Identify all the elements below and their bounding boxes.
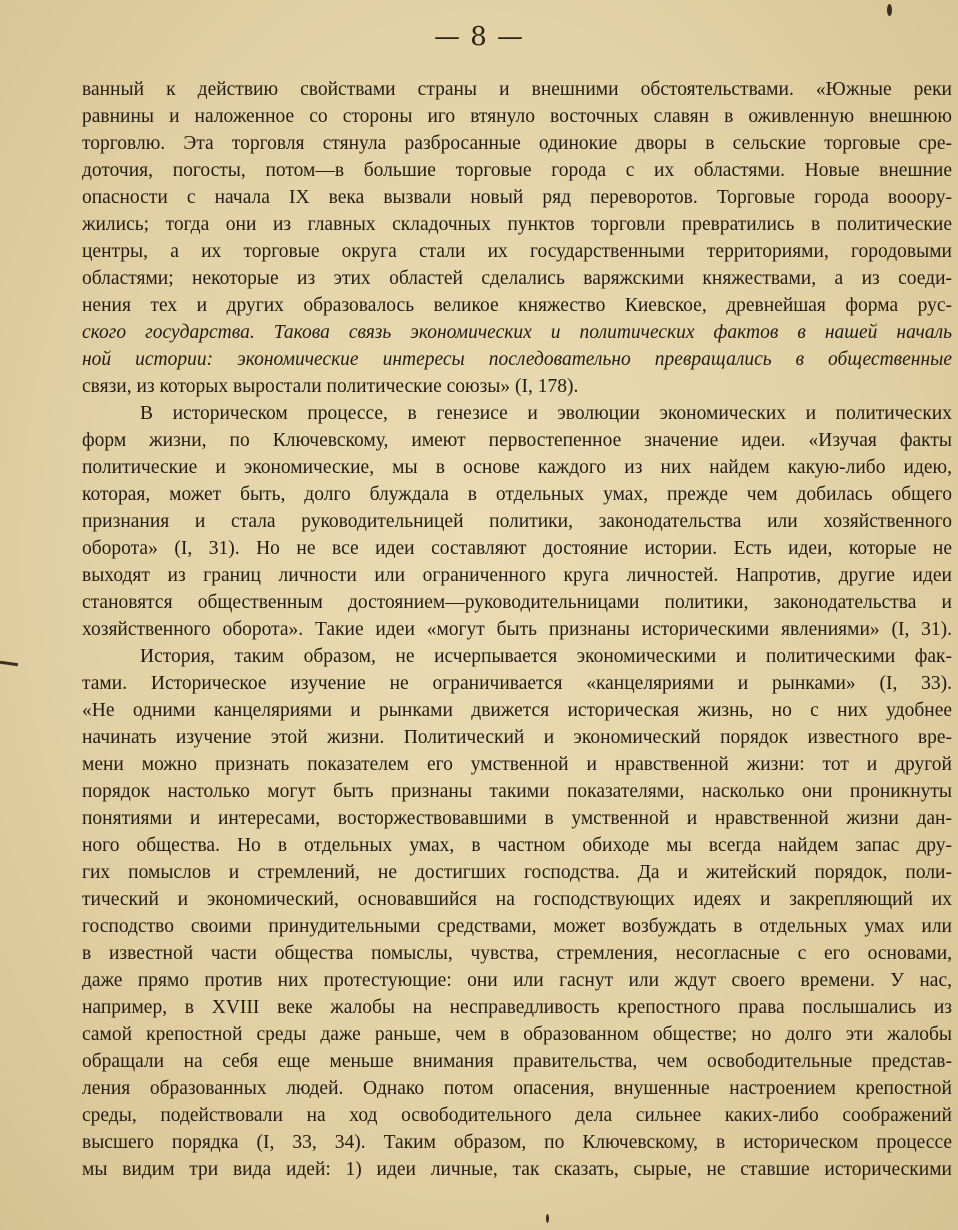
text-line: высшего порядка (I, 33, 34). Таким образом, по Ключевскому, в историческом процессе [82, 1132, 952, 1153]
text-line: равнины и наложенное со стороны иго втянуло восточных славян в оживленную внешнюю [82, 106, 952, 127]
text-line: становятся общественным достоянием—руководительницами политики, законодательства и [82, 592, 952, 613]
text-line: начинать изучение этой жизни. Политический и экономический порядок известного вре- [82, 727, 952, 748]
text-line: опасности с начала IX века вызвали новый ряд переворотов. Торговые города вооору- [82, 187, 952, 208]
text-line: ления образованных людей. Однако потом опасения, внушенные настроением крепостной [82, 1078, 952, 1099]
text-line: хозяйственного оборота». Такие идеи «могут быть признаны историческими явлениями» (I, 31). [82, 619, 952, 640]
text-line: господство своими принудительными средствами, может возбуждать в отдельных умах или [82, 916, 952, 937]
text-line: в известной части общества помыслы, чувства, стремления, несогласные с его основами, [82, 943, 952, 964]
text-line: тами. Историческое изучение не ограничивается «канцеляриями и рынками» (I, 33). [82, 673, 952, 694]
page-number: — 8 — [433, 22, 525, 52]
text-line: самой крепостной среды даже раньше, чем в образованном обществе; но долго эти жалобы [82, 1024, 952, 1045]
text-line: центры, а их торговые округа стали их государственными территориями, городовыми [82, 241, 952, 262]
text-line: например, в XVIII веке жалобы на несправедливость крепостного права послышались из [82, 997, 952, 1018]
text-line: История, таким образом, не исчерпывается экономическими и политическими фак- [140, 646, 952, 667]
text-line: политические и экономические, мы в основе каждого из них найдем какую-либо идею, [82, 457, 952, 478]
text-line: гих помыслов и стремлений, не достигших господства. Да и житейский порядок, поли- [82, 862, 952, 883]
text-line: торговлю. Эта торговля стянула разбросанные одинокие дворы в сельские торговые сре- [82, 133, 952, 154]
margin-mark [0, 661, 18, 666]
text-line: признания и стала руководительницей политики, законодательства или хозяйственного [82, 511, 952, 532]
text-line: «Не одними канцеляриями и рынками движется историческая жизнь, но с них удобнее [82, 700, 952, 721]
text-line: порядок настолько могут быть признаны такими показателями, насколько они проникнуты [82, 781, 952, 802]
text-line: даже прямо против них протестующие: они или гаснут или ждут своего времени. У нас, [82, 970, 952, 991]
ink-spot [546, 1214, 549, 1223]
text-line: В историческом процессе, в генезисе и эволюции экономических и политических [140, 403, 952, 424]
text-line: ванный к действию свойствами страны и внешними обстоятельствами. «Южные реки [82, 79, 952, 100]
text-line: оборота» (I, 31). Но не все идеи составляют достояние истории. Есть идеи, которые не [82, 538, 952, 559]
text-line: форм жизни, по Ключевскому, имеют первостепенное значение идеи. «Изучая факты [82, 430, 952, 451]
text-line: нения тех и других образовалось великое княжество Киевское, древнейшая форма рус- [82, 295, 952, 316]
text-line: областями; некоторые из этих областей сделались варяжскими княжествами, а из соеди- [82, 268, 952, 289]
text-line: ского государства. Такова связь экономических и политических фактов в нашей началь [82, 322, 952, 343]
text-line: обращали на себя еще меньше внимания правительства, чем освободительные представ- [82, 1051, 952, 1072]
text-line: мени можно признать показателем его умственной и нравственной жизни: тот и другой [82, 754, 952, 775]
text-line: связи, из которых выростали политические союзы» (I, 178). [82, 376, 579, 397]
text-line: ного общества. Но в отдельных умах, в частном обиходе мы всегда найдем запас дру- [82, 835, 952, 856]
text-line: которая, может быть, долго блуждала в отдельных умах, прежде чем добилась общего [82, 484, 952, 505]
text-line: выходят из границ личности или ограниченного круга личностей. Напротив, другие идеи [82, 565, 952, 586]
ink-spot [887, 4, 892, 16]
text-line: ной истории: экономические интересы последовательно превращались в общественные [82, 349, 952, 370]
text-line: тический и экономический, основавшийся на господствующих идеях и закрепляющий их [82, 889, 952, 910]
text-line: мы видим три вида идей: 1) идеи личные, так сказать, сырые, не ставшие историческими [82, 1159, 952, 1180]
text-line: понятиями и интересами, восторжествовавшими в умственной и нравственной жизни дан- [82, 808, 952, 829]
text-line: жились; тогда они из главных складочных пунктов торговли превратились в политические [82, 214, 952, 235]
text-line: доточия, погосты, потом—в большие торговые города с их областями. Новые внешние [82, 160, 952, 181]
text-line: среды, подействовали на ход освободительного дела сильнее каких-либо соображений [82, 1105, 952, 1126]
